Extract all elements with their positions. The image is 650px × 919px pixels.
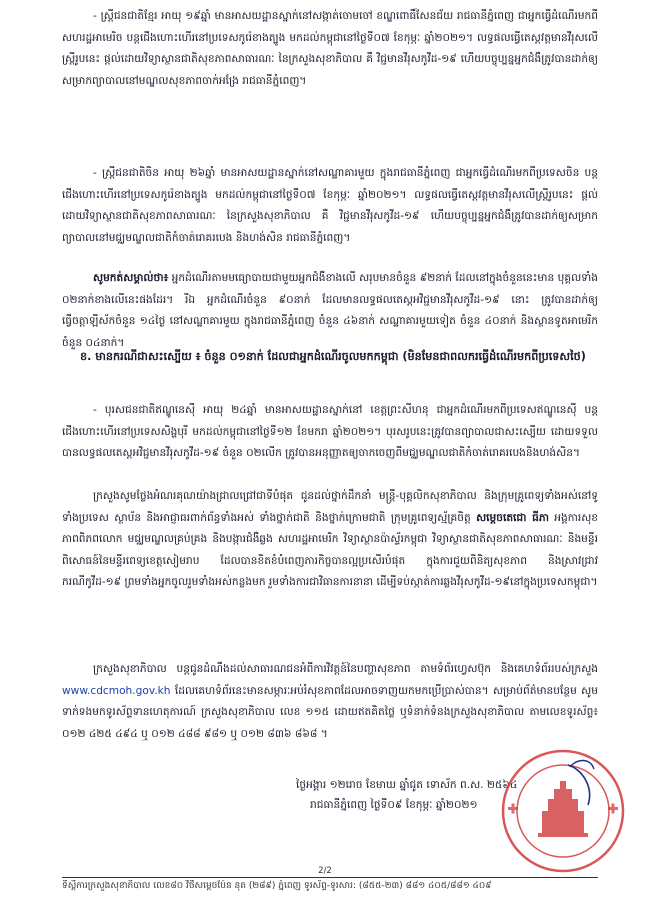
case-b-paragraph: - ស្ត្រីជនជាតិចិន អាយុ ២៦ឆ្នាំ មានអាសយដ្ឋានស្នាក់នៅសណ្ឋាគារមួយ ក្នុងរាជធានីភ្នំពេញ ជាអ្នកធ្វើដំណើរមកពីប្រទេសចិន បន្តជើងហោះហើរនៅប្រទេសកូរ៉េខាងត្បូង មកដល់កម្ពុជានៅថ្ងៃទី០៧ ខែកុម្ភៈ ឆ្នាំ២០២១។ លទ្ធផលធ្វើតេស្តវត្តមានវីរុសលើស្ត្រីរូបនេះ ផ្តល់ដោយវិទ្យាស្ថានជាតិសុខភាពសាធារណៈ នៃក្រសួងសុខាភិបាល គឺ វិជ្ជមានវីរុសកូវីដ-១៩ ហើយបច្ចុប្បន្នអ្នកជំងឺត្រូវបានដាក់ឲ្យសម្រាកព្យាបាលនៅមជ្ឈមណ្ឌលជាតិកំចាត់រោគរបេង និងហង់សិន រាជធានីភ្នំពេញ។ bbox=[62, 167, 598, 244]
section-heading-recovered: ខ. មានករណីជាសះស្បើយ ៖ ចំនួន ០១នាក់ ដែលជាអ្នកដំណើរចូលមកកម្ពុជា (មិនមែនជាពលករធ្វើដំណើរមកពីប្រទេសថៃ) bbox=[80, 350, 586, 363]
website-link[interactable]: www.cdcmoh.gov.kh bbox=[62, 684, 171, 697]
thanks-bold-name: សម្តេចតេជោ ធីភា bbox=[476, 511, 549, 524]
footer-address: ទីស្តីការក្រសួងសុខាភិបាល លេខ៨០ វិថីសម្តេចប៉ែន នុត (២៨៩) ភ្នំពេញ ទូរស័ព្ទ-ទូរសារ: (៨៥៥-២៣) ៨៨១ ៤០៥/៨៨១ ៤០៩ bbox=[62, 881, 492, 891]
info-text-2: ដែលគេហទំព័រនេះមានសម្ភារៈអប់រំសុខភាពដែលអាចទាញយកមកប្រើប្រាស់បាន។ សម្រាប់ព័ត៌មានបន្ថែម សូមទាក់ទងមកទូរស័ព្ទទានហេតុការណ៍ ក្រសួងសុខាភិបាល លេខ ១១៥ ដោយឥតគិតថ្លៃ ឬទំនាក់ទំនងក្រសួងសុខាភិបាល តាមលេខទូរស័ព្ទ៖ ០១២ ៤២៥ ៤៩៤ ឬ ០១២ ៤៨៨ ៩៨១ ឬ ០១២ ៨៣៦ ៨៦៨ ។ bbox=[62, 684, 598, 740]
thanks-paragraph bbox=[62, 486, 598, 594]
footer-divider bbox=[62, 877, 598, 878]
info-text-1: ក្រសួងសុខាភិបាល បន្តជូនដំណឹងដល់សាធារណជនអំពីការវិវត្តន៍នៃបញ្ហាសុខភាព តាមទំព័រហ្វេសប៊ុក និងគេហទំព័ររបស់ក្រសួង bbox=[93, 663, 598, 675]
page-number: 2/2 bbox=[318, 866, 332, 876]
note-lead: សូមកត់សម្គាល់ថា៖ bbox=[93, 272, 169, 284]
lunar-date-line: ថ្ងៃអង្គារ ១២រោច ខែមាឃ ឆ្នាំជូត ទោស័ក ព.ស. ២៥៦៤ bbox=[296, 779, 518, 791]
info-paragraph bbox=[62, 659, 598, 745]
case-a-paragraph: - ស្ត្រីជនជាតិខ្មែរ អាយុ ១៩ឆ្នាំ មានអាសយដ្ឋានស្នាក់នៅសង្កាត់ចោមចៅ ខណ្ឌពោធិ៍សែនជ័យ រាជធានីភ្នំពេញ ជាអ្នកធ្វើដំណើរមកពីសហរដ្ឋអាមេរិច បន្តជើងហោះហើរនៅប្រទេសកូរ៉េខាងត្បូង មកដល់កម្ពុជានៅថ្ងៃទី០៧ ខែកុម្ភៈ ឆ្នាំ២០២១។ លទ្ធផលធ្វើតេស្តវត្តមានវីរុសលើស្ត្រីរូបនេះ ផ្តល់ដោយវិទ្យាស្ថានជាតិសុខភាពសាធារណៈ នៃក្រសួងសុខាភិបាល គឺ វិជ្ជមានវីរុសកូវីដ-១៩ ហើយបច្ចុប្បន្នអ្នកជំងឺត្រូវបានដាក់ឲ្យសម្រាកព្យាបាលនៅមណ្ឌលសុខភាពចាក់អង្រែ រាជធានីភ្នំពេញ។ bbox=[62, 10, 598, 87]
ministry-seal-stamp bbox=[498, 747, 628, 875]
thanks-text-1: ក្រសួងសូមថ្លែងអំណរគុណយ៉ាងជ្រាលជ្រៅជាទីបំផុត ជូនដល់ថ្នាក់ដឹកនាំ មន្ត្រី-បុគ្គលិកសុខាភិបាល និងក្រុមគ្រូពេទ្យទាំងអស់នៅទូទាំងប្រទេស ស្ថាប័ន និងអាជ្ញាធរពាក់ព័ន្ធទាំងអស់ ទាំងថ្នាក់ជាតិ និងថ្នាក់ក្រោមជាតិ ក្រុមគ្រូពេទ្យស្ម័គ្រចិត្ត bbox=[62, 490, 598, 524]
place-date-line: រាជធានីភ្នំពេញ ថ្ងៃទី០៩ ខែកុម្ភៈ ឆ្នាំ២០២១ bbox=[310, 799, 478, 811]
thanks-text-2: អង្គការសុខភាពពិភពលោក មជ្ឈមណ្ឌលគ្រប់គ្រង និងបង្ការជំងឺឆ្លង សហរដ្ឋអាមេរិក វិទ្យាស្ថានប៉ាស្ទ័រកម្ពុជា វិទ្យាស្ថានជាតិសុខភាពសាធារណៈ និងមន្ទីរពិសោធន៍នៃមន្ទីរពេទ្យខេត្តសៀមរាប ដែលបានខិតខំបំពេញភារកិច្ចបានល្អប្រសើរបំផុត ក្នុងការជួយពិនិត្យសុខភាព និងស្រាវជ្រាវករណីកូវីដ-១៩ ព្រមទាំងអ្នកចូលរួមទាំងអស់កន្លងមក រួមទាំងការជាវិធានការនានា ដើម្បីទប់ស្កាត់ការឆ្លងវីរុសកូវីដ-១៩នៅក្នុងប្រទេសកម្ពុជា។ bbox=[62, 511, 599, 588]
case-c-paragraph: - បុរសជនជាតិឥណ្ឌូនេស៊ី អាយុ ២៤ឆ្នាំ មានអាសយដ្ឋានស្នាក់នៅ ខេត្តព្រះសីហនុ ជាអ្នកដំណើរមកពីប្រទេសឥណ្ឌូនេស៊ី បន្តជើងហោះហើរនៅប្រទេសសិង្ហបុរី មកដល់កម្ពុជានៅថ្ងៃទី១២ ខែមករា ឆ្នាំ២០២១។ បុរសរូបនេះត្រូវបានព្យាបាលជាសះស្បើយ ដោយទទួលបានលទ្ធផលតេស្តអវិជ្ជមានវីរុសកូវីដ-១៩ ចំនួន ០២លើក ត្រូវបានអនុញ្ញាតឲ្យចាកចេញពីមជ្ឈមណ្ឌលជាតិកំចាត់រោគរបេងនិងហង់សិន។ bbox=[62, 404, 598, 459]
note-paragraph bbox=[62, 268, 598, 354]
note-body: អ្នកដំណើរតាមមធ្យោបាយជាមួយអ្នកជំងឺខាងលើ សរុបមានចំនួន ៩២នាក់ ដែលនៅក្នុងចំនួននេះមាន បុគ្គលទាំង ០២នាក់ខាងលើនេះផងដែរ។ រីឯ អ្នកដំណើរចំនួន ៩០នាក់ ដែលមានលទ្ធផលតេស្តអវិជ្ជមានវីរុសកូវីដ-១៩ នោះ ត្រូវបានដាក់ឲ្យធ្វើចត្តាឡីស័កចំនួន ១៤ថ្ងៃ នៅសណ្ឋាគារមួយ ក្នុងរាជធានីភ្នំពេញ ចំនួន ៤៦នាក់ សណ្ឋាគារមួយទៀត ចំនួន ៤០នាក់ និងស្ថានទូតអាមេរិក ចំនួន ០៤នាក់។ bbox=[62, 272, 598, 349]
